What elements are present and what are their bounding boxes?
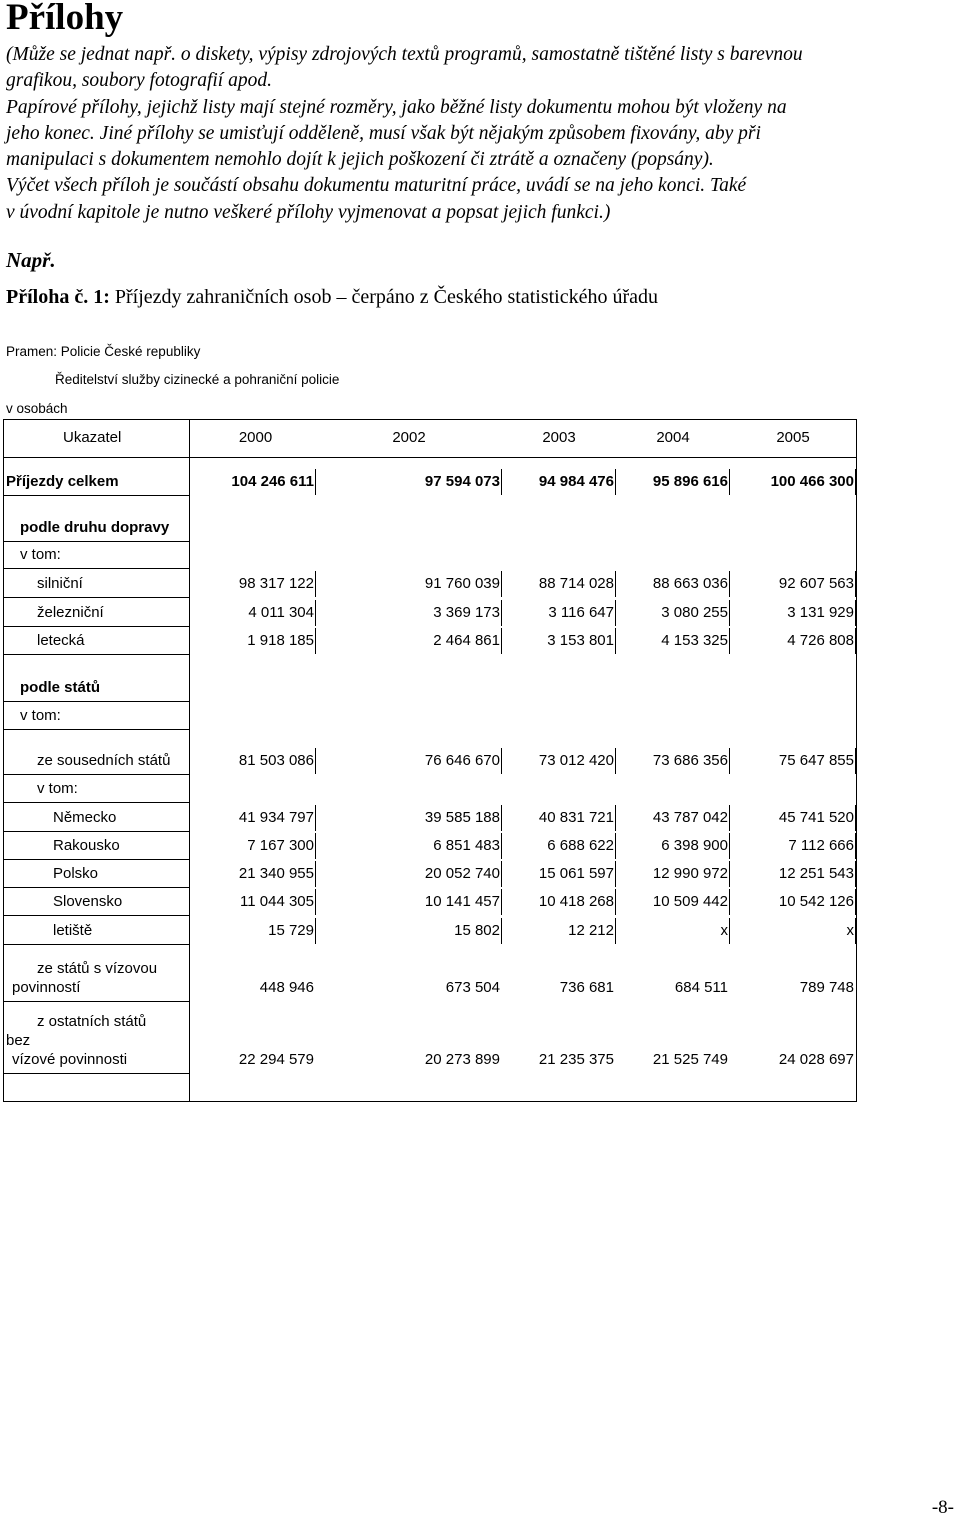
table-cell-value: 94 984 476 (538, 473, 614, 490)
caption-label: Příloha č. 1: (6, 286, 110, 308)
table-cell-value: 673 504 (445, 979, 500, 996)
year-header: 2005 (776, 429, 810, 446)
table-header-label: Ukazatel (63, 429, 122, 446)
intro-line: Výčet všech příloh je součástí obsahu dokumentu maturitní práce, uvádí se na jeho konci. Také (6, 175, 747, 197)
cell-divider (315, 889, 316, 915)
table-cell-value: 100 466 300 (770, 473, 854, 490)
page-number: -8- (931, 1497, 954, 1518)
cell-divider (855, 571, 856, 597)
cell-divider (615, 628, 616, 654)
intro-line: Papírové přílohy, jejichž listy mají stejné rozměry, jako běžné listy dokumentu mohou být vloženy na (6, 96, 787, 118)
row-underline (3, 626, 189, 627)
cell-divider (501, 469, 502, 495)
row-underline (3, 859, 189, 860)
cell-divider (501, 628, 502, 654)
example-label: Např. (6, 248, 56, 272)
cell-divider (615, 918, 616, 944)
row-label-line: ze států s vízovou (37, 960, 158, 977)
cell-divider (729, 918, 730, 944)
table-cell-value: 91 760 039 (424, 575, 500, 592)
table-cell-value: 4 011 304 (248, 604, 314, 621)
row-underline (3, 701, 189, 702)
table-cell-value: 4 153 325 (661, 632, 728, 649)
row-underline (3, 729, 189, 730)
table-cell-value: 15 061 597 (538, 865, 614, 882)
cell-divider (615, 833, 616, 859)
cell-divider (855, 861, 856, 887)
cell-divider (501, 833, 502, 859)
row-underline (3, 495, 189, 496)
cell-divider (615, 861, 616, 887)
year-header: 2000 (238, 429, 273, 446)
row-label: ze sousedních států (37, 752, 171, 769)
cell-divider (729, 833, 730, 859)
table-cell-value: 95 896 616 (652, 473, 728, 490)
row-label: podle druhu dopravy (20, 519, 170, 536)
table-cell-value: 3 153 801 (547, 632, 614, 649)
header-divider (3, 457, 857, 458)
row-underline (3, 597, 189, 598)
year-header: 2002 (392, 429, 426, 446)
table-cell-value: 6 398 900 (661, 837, 728, 854)
row-underline (3, 774, 189, 775)
cell-divider (855, 469, 856, 495)
cell-divider (855, 748, 856, 774)
cell-divider (315, 469, 316, 495)
cell-divider (315, 571, 316, 597)
table-cell-value: 21 525 749 (652, 1051, 728, 1068)
year-header: 2004 (656, 429, 690, 446)
row-underline (3, 944, 189, 945)
row-underline (3, 887, 189, 888)
intro-line: grafikou, soubory fotografií apod. (6, 70, 272, 92)
cell-divider (315, 748, 316, 774)
table-cell-value: 73 012 420 (538, 752, 614, 769)
table-cell-value: 98 317 122 (238, 575, 314, 592)
table-cell-value: 73 686 356 (652, 752, 728, 769)
row-label: Polsko (53, 865, 99, 882)
row-label: letecká (37, 632, 85, 649)
cell-divider (855, 628, 856, 654)
cell-divider (615, 571, 616, 597)
row-label: letiště (53, 922, 93, 939)
table-cell-value: 3 131 929 (787, 604, 854, 621)
table-cell-value: 21 340 955 (238, 865, 314, 882)
table-cell-value: 10 542 126 (778, 893, 854, 910)
table-cell-value: 43 787 042 (652, 809, 728, 826)
table-cell-value: 40 831 721 (538, 809, 614, 826)
row-label: silniční (37, 575, 83, 592)
row-label-line: povinností (12, 979, 81, 996)
row-label: v tom: (37, 780, 78, 797)
table-cell-value: 10 141 457 (424, 893, 500, 910)
row-label: Německo (53, 809, 117, 826)
cell-divider (315, 600, 316, 626)
table-cell-value: x (720, 922, 728, 939)
row-label: v tom: (20, 546, 61, 563)
table-cell-value: 88 663 036 (652, 575, 728, 592)
cell-divider (615, 600, 616, 626)
row-underline (3, 568, 189, 569)
row-label: podle států (20, 679, 101, 696)
table-cell-value: 1 918 185 (247, 632, 314, 649)
cell-divider (615, 889, 616, 915)
page-title: Přílohy (6, 0, 124, 38)
year-header: 2003 (542, 429, 576, 446)
row-label: železniční (37, 604, 104, 621)
cell-divider (855, 889, 856, 915)
table-cell-value: 76 646 670 (424, 752, 500, 769)
table-cell-value: 12 990 972 (652, 865, 728, 882)
table-cell-value: 10 418 268 (538, 893, 614, 910)
units-note: v osobách (6, 401, 68, 416)
cell-divider (501, 600, 502, 626)
table-cell-value: 6 688 622 (547, 837, 614, 854)
table-cell-value: 12 251 543 (778, 865, 854, 882)
row-label: Rakousko (53, 837, 120, 854)
table-cell-value: 41 934 797 (238, 809, 314, 826)
table-cell-value: 97 594 073 (424, 473, 500, 490)
cell-divider (729, 748, 730, 774)
row-underline (3, 1073, 189, 1074)
table-cell-value: 81 503 086 (238, 752, 314, 769)
row-label: Příjezdy celkem (6, 473, 119, 490)
row-underline (3, 831, 189, 832)
table-cell-value: 22 294 579 (238, 1051, 314, 1068)
table-cell-value: 20 273 899 (424, 1051, 500, 1068)
table-cell-value: 24 028 697 (778, 1051, 854, 1068)
table-border (3, 1101, 857, 1102)
table-cell-value: 104 246 611 (231, 473, 314, 490)
table-cell-value: 15 802 (454, 922, 500, 939)
table-cell-value: 15 729 (268, 922, 314, 939)
table-border (3, 419, 857, 420)
table-cell-value: 39 585 188 (424, 809, 500, 826)
cell-divider (729, 571, 730, 597)
cell-divider (615, 805, 616, 831)
cell-divider (315, 805, 316, 831)
cell-divider (315, 918, 316, 944)
table-cell-value: 736 681 (559, 979, 614, 996)
cell-divider (501, 571, 502, 597)
table-cell-value: 20 052 740 (424, 865, 500, 882)
table-cell-value: 12 212 (568, 922, 614, 939)
cell-divider (315, 833, 316, 859)
table-cell-value: 6 851 483 (433, 837, 500, 854)
cell-divider (501, 748, 502, 774)
table-cell-value: 21 235 375 (538, 1051, 614, 1068)
table-cell-value: 2 464 861 (433, 632, 500, 649)
cell-divider (729, 861, 730, 887)
cell-divider (729, 469, 730, 495)
table-cell-value: 10 509 442 (652, 893, 728, 910)
table-cell-value: 45 741 520 (778, 809, 854, 826)
table-cell-value: 75 647 855 (778, 752, 854, 769)
cell-divider (501, 861, 502, 887)
table-border (3, 419, 4, 1102)
cell-divider (729, 600, 730, 626)
cell-divider (501, 805, 502, 831)
source-note: Pramen: Policie České republiky (6, 344, 201, 359)
row-label: Slovensko (53, 893, 123, 910)
table-cell-value: 4 726 808 (787, 632, 854, 649)
table-cell-value: 3 369 173 (433, 604, 500, 621)
table-cell-value: 3 116 647 (548, 604, 614, 621)
table-cell-value: 684 511 (674, 979, 728, 996)
department-note: Ředitelství služby cizinecké a pohraniční policie (55, 372, 340, 387)
cell-divider (315, 861, 316, 887)
table-cell-value: 3 080 255 (661, 604, 728, 621)
table-cell-value: 88 714 028 (538, 575, 614, 592)
row-underline (3, 802, 189, 803)
row-underline (3, 654, 189, 655)
cell-divider (315, 628, 316, 654)
table-cell-value: 7 112 666 (788, 837, 854, 854)
intro-line: manipulaci s dokumentem nemohlo dojít k jejich poškození či ztrátě a označeny (popsány). (6, 149, 714, 171)
table-cell-value: x (846, 922, 854, 939)
intro-line: jeho konec. Jiné přílohy se umisťují odděleně, musí však být nějakým způsobem fixovány, aby při (6, 122, 761, 144)
cell-divider (855, 918, 856, 944)
cell-divider (501, 918, 502, 944)
intro-line: v úvodní kapitole je nutno veškeré přílohy vyjmenovat a popsat jejich funkci.) (6, 201, 611, 223)
cell-divider (615, 748, 616, 774)
row-underline (3, 915, 189, 916)
table-cell-value: 789 748 (799, 979, 854, 996)
table-cell-value: 11 044 305 (240, 893, 314, 910)
table-border (856, 419, 857, 1102)
row-underline (3, 541, 189, 542)
row-label: v tom: (20, 707, 61, 724)
row-underline (3, 1001, 189, 1002)
row-label-line: vízové povinnosti (12, 1051, 128, 1068)
cell-divider (855, 833, 856, 859)
cell-divider (729, 805, 730, 831)
row-label-line: z ostatních států (37, 1013, 147, 1030)
cell-divider (855, 805, 856, 831)
cell-divider (729, 889, 730, 915)
caption-text: Příjezdy zahraničních osob – čerpáno z Českého statistického úřadu (114, 286, 659, 308)
row-label-line: bez (6, 1032, 31, 1049)
table-cell-value: 448 946 (259, 979, 314, 996)
cell-divider (729, 628, 730, 654)
cell-divider (615, 469, 616, 495)
column-divider (189, 419, 190, 1102)
cell-divider (501, 889, 502, 915)
table-cell-value: 92 607 563 (778, 575, 854, 592)
cell-divider (855, 600, 856, 626)
table-cell-value: 7 167 300 (247, 837, 314, 854)
intro-line: (Může se jednat např. o diskety, výpisy zdrojových textů programů, samostatně tištěné listy s barevnou (6, 44, 803, 65)
